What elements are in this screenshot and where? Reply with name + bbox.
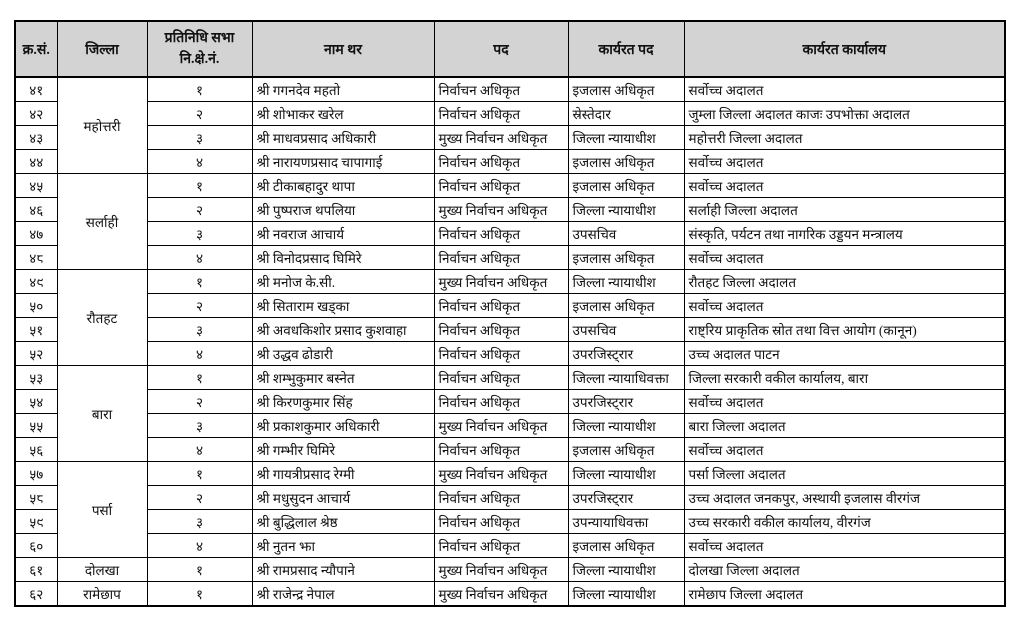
serial-number-cell: ४७: [15, 222, 57, 246]
name-cell: श्री मधुसुदन आचार्य: [252, 486, 434, 510]
working-office-cell: रौतहट जिल्ला अदालत: [684, 270, 1005, 294]
working-office-cell: सर्वोच्च अदालत: [684, 294, 1005, 318]
constituency-cell: १: [147, 558, 252, 582]
name-cell: श्री गायत्रीप्रसाद रेग्मी: [252, 462, 434, 486]
serial-number-cell: ५८: [15, 486, 57, 510]
working-position-cell: उपरजिस्ट्रार: [568, 390, 684, 414]
serial-number-cell: ५१: [15, 318, 57, 342]
working-office-cell: जिल्ला सरकारी वकील कार्यालय, बारा: [684, 366, 1005, 390]
position-cell: निर्वाचन अधिकृत: [434, 174, 568, 198]
name-cell: श्री टीकाबहादुर थापा: [252, 174, 434, 198]
name-cell: श्री अवधकिशोर प्रसाद कुशवाहा: [252, 318, 434, 342]
table-row: [15, 534, 1005, 558]
working-office-cell: उच्च अदालत जनकपुर, अस्थायी इजलास वीरगंज: [684, 486, 1005, 510]
table-row: [15, 77, 1005, 102]
name-cell: श्री रामप्रसाद न्यौपाने: [252, 558, 434, 582]
working-position-cell: जिल्ला न्यायाधीश: [568, 462, 684, 486]
header-working-office: कार्यरत कार्यालय: [684, 21, 1005, 77]
working-position-cell: इजलास अधिकृत: [568, 294, 684, 318]
working-position-cell: इजलास अधिकृत: [568, 174, 684, 198]
working-position-cell: उपरजिस्ट्रार: [568, 486, 684, 510]
position-cell: निर्वाचन अधिकृत: [434, 294, 568, 318]
constituency-cell: ३: [147, 126, 252, 150]
serial-number-cell: ५०: [15, 294, 57, 318]
table-row: [15, 342, 1005, 366]
working-position-cell: जिल्ला न्यायाधिवक्ता: [568, 366, 684, 390]
constituency-cell: ३: [147, 318, 252, 342]
constituency-cell: ३: [147, 510, 252, 534]
name-cell: श्री राजेन्द्र नेपाल: [252, 582, 434, 607]
district-cell: महोत्तरी: [57, 77, 147, 174]
position-cell: मुख्य निर्वाचन अधिकृत: [434, 462, 568, 486]
working-office-cell: महोत्तरी जिल्ला अदालत: [684, 126, 1005, 150]
constituency-cell: ३: [147, 222, 252, 246]
name-cell: श्री माधवप्रसाद अधिकारी: [252, 126, 434, 150]
working-office-cell: सर्वोच्च अदालत: [684, 77, 1005, 102]
name-cell: श्री विनोदप्रसाद घिमिरे: [252, 246, 434, 270]
constituency-cell: ३: [147, 414, 252, 438]
position-cell: मुख्य निर्वाचन अधिकृत: [434, 198, 568, 222]
table-body: [15, 77, 1005, 606]
serial-number-cell: ६२: [15, 582, 57, 607]
working-office-cell: सर्लाही जिल्ला अदालत: [684, 198, 1005, 222]
table-row: [15, 366, 1005, 390]
name-cell: श्री नुतन झा: [252, 534, 434, 558]
working-office-cell: सर्वोच्च अदालत: [684, 174, 1005, 198]
position-cell: निर्वाचन अधिकृत: [434, 390, 568, 414]
position-cell: निर्वाचन अधिकृत: [434, 222, 568, 246]
table-row: [15, 318, 1005, 342]
working-office-cell: संस्कृति, पर्यटन तथा नागरिक उड्डयन मन्त्रालय: [684, 222, 1005, 246]
position-cell: निर्वाचन अधिकृत: [434, 342, 568, 366]
position-cell: निर्वाचन अधिकृत: [434, 150, 568, 174]
position-cell: निर्वाचन अधिकृत: [434, 318, 568, 342]
table-row: [15, 246, 1005, 270]
table-row: [15, 294, 1005, 318]
header-constituency-line2: नि.क्षे.नं.: [179, 52, 220, 67]
table-row: [15, 150, 1005, 174]
working-position-cell: इजलास अधिकृत: [568, 77, 684, 102]
table-row: [15, 390, 1005, 414]
working-office-cell: सर्वोच्च अदालत: [684, 438, 1005, 462]
serial-number-cell: ५५: [15, 414, 57, 438]
table-row: [15, 126, 1005, 150]
working-position-cell: इजलास अधिकृत: [568, 534, 684, 558]
working-office-cell: बारा जिल्ला अदालत: [684, 414, 1005, 438]
constituency-cell: १: [147, 174, 252, 198]
name-cell: श्री शोभाकर खरेल: [252, 102, 434, 126]
constituency-cell: २: [147, 102, 252, 126]
header-position: पद: [434, 21, 568, 77]
working-position-cell: उपसचिव: [568, 318, 684, 342]
working-position-cell: इजलास अधिकृत: [568, 150, 684, 174]
header-district: जिल्ला: [57, 21, 147, 77]
constituency-cell: २: [147, 390, 252, 414]
position-cell: निर्वाचन अधिकृत: [434, 534, 568, 558]
officials-roster-table: [14, 20, 1006, 607]
working-position-cell: जिल्ला न्यायाधीश: [568, 582, 684, 607]
district-cell: बारा: [57, 366, 147, 462]
serial-number-cell: ४१: [15, 77, 57, 102]
working-position-cell: जिल्ला न्यायाधीश: [568, 558, 684, 582]
serial-number-cell: ४४: [15, 150, 57, 174]
position-cell: निर्वाचन अधिकृत: [434, 246, 568, 270]
working-position-cell: इजलास अधिकृत: [568, 246, 684, 270]
name-cell: श्री गगनदेव महतो: [252, 77, 434, 102]
header-name: नाम थर: [252, 21, 434, 77]
name-cell: श्री उद्धव ढोडारी: [252, 342, 434, 366]
table-row: [15, 102, 1005, 126]
table-row: [15, 414, 1005, 438]
header-row: [15, 21, 1005, 77]
working-position-cell: जिल्ला न्यायाधीश: [568, 198, 684, 222]
working-office-cell: उच्च सरकारी वकील कार्यालय, वीरगंज: [684, 510, 1005, 534]
position-cell: निर्वाचन अधिकृत: [434, 486, 568, 510]
position-cell: निर्वाचन अधिकृत: [434, 366, 568, 390]
name-cell: श्री सिताराम खड्का: [252, 294, 434, 318]
name-cell: श्री नवराज आचार्य: [252, 222, 434, 246]
constituency-cell: २: [147, 198, 252, 222]
header-working-position: कार्यरत पद: [568, 21, 684, 77]
constituency-cell: १: [147, 270, 252, 294]
constituency-cell: १: [147, 77, 252, 102]
table-row: [15, 462, 1005, 486]
constituency-cell: १: [147, 462, 252, 486]
constituency-cell: ४: [147, 342, 252, 366]
district-cell: पर्सा: [57, 462, 147, 558]
serial-number-cell: ५३: [15, 366, 57, 390]
constituency-cell: ४: [147, 246, 252, 270]
table-row: [15, 222, 1005, 246]
working-position-cell: स्रेस्तेदार: [568, 102, 684, 126]
header-serial-number: क्र.सं.: [15, 21, 57, 77]
working-position-cell: जिल्ला न्यायाधीश: [568, 270, 684, 294]
table-header: [15, 21, 1005, 77]
working-position-cell: इजलास अधिकृत: [568, 438, 684, 462]
serial-number-cell: ४२: [15, 102, 57, 126]
constituency-cell: १: [147, 582, 252, 607]
working-office-cell: सर्वोच्च अदालत: [684, 390, 1005, 414]
working-office-cell: पर्सा जिल्ला अदालत: [684, 462, 1005, 486]
working-position-cell: उपरजिस्ट्रार: [568, 342, 684, 366]
working-office-cell: दोलखा जिल्ला अदालत: [684, 558, 1005, 582]
working-office-cell: सर्वोच्च अदालत: [684, 534, 1005, 558]
constituency-cell: ४: [147, 150, 252, 174]
serial-number-cell: ५४: [15, 390, 57, 414]
table-row: [15, 198, 1005, 222]
table-row: [15, 510, 1005, 534]
table-row: [15, 174, 1005, 198]
serial-number-cell: ४६: [15, 198, 57, 222]
position-cell: निर्वाचन अधिकृत: [434, 102, 568, 126]
working-office-cell: राष्ट्रिय प्राकृतिक स्रोत तथा वित्त आयोग (कानून): [684, 318, 1005, 342]
working-office-cell: जुम्ला जिल्ला अदालत काजः उपभोक्ता अदालत: [684, 102, 1005, 126]
table-row: [15, 558, 1005, 582]
working-position-cell: जिल्ला न्यायाधीश: [568, 126, 684, 150]
working-office-cell: सर्वोच्च अदालत: [684, 150, 1005, 174]
name-cell: श्री मनोज के.सी.: [252, 270, 434, 294]
working-office-cell: रामेछाप जिल्ला अदालत: [684, 582, 1005, 607]
constituency-cell: १: [147, 366, 252, 390]
position-cell: मुख्य निर्वाचन अधिकृत: [434, 558, 568, 582]
position-cell: मुख्य निर्वाचन अधिकृत: [434, 270, 568, 294]
working-position-cell: उपन्यायाधिवक्ता: [568, 510, 684, 534]
position-cell: मुख्य निर्वाचन अधिकृत: [434, 126, 568, 150]
name-cell: श्री शम्भुकुमार बस्नेत: [252, 366, 434, 390]
working-office-cell: उच्च अदालत पाटन: [684, 342, 1005, 366]
serial-number-cell: ४८: [15, 246, 57, 270]
name-cell: श्री पुष्पराज थपलिया: [252, 198, 434, 222]
serial-number-cell: ६०: [15, 534, 57, 558]
district-cell: दोलखा: [57, 558, 147, 582]
header-constituency: [147, 21, 252, 77]
serial-number-cell: ४३: [15, 126, 57, 150]
working-position-cell: जिल्ला न्यायाधीश: [568, 414, 684, 438]
constituency-cell: ४: [147, 438, 252, 462]
table-row: [15, 582, 1005, 607]
district-cell: रौतहट: [57, 270, 147, 366]
district-cell: सर्लाही: [57, 174, 147, 270]
name-cell: श्री किरणकुमार सिंह: [252, 390, 434, 414]
constituency-cell: ४: [147, 534, 252, 558]
working-position-cell: उपसचिव: [568, 222, 684, 246]
name-cell: श्री गम्भीर घिमिरे: [252, 438, 434, 462]
serial-number-cell: ६१: [15, 558, 57, 582]
table-row: [15, 438, 1005, 462]
name-cell: श्री नारायणप्रसाद चापागाई: [252, 150, 434, 174]
serial-number-cell: ४५: [15, 174, 57, 198]
header-constituency-line1: प्रतिनिधि सभा: [164, 31, 235, 46]
position-cell: निर्वाचन अधिकृत: [434, 438, 568, 462]
serial-number-cell: ४९: [15, 270, 57, 294]
serial-number-cell: ५७: [15, 462, 57, 486]
table-row: [15, 270, 1005, 294]
position-cell: मुख्य निर्वाचन अधिकृत: [434, 582, 568, 607]
working-office-cell: सर्वोच्च अदालत: [684, 246, 1005, 270]
name-cell: श्री प्रकाशकुमार अधिकारी: [252, 414, 434, 438]
position-cell: मुख्य निर्वाचन अधिकृत: [434, 414, 568, 438]
position-cell: निर्वाचन अधिकृत: [434, 510, 568, 534]
serial-number-cell: ५२: [15, 342, 57, 366]
table-row: [15, 486, 1005, 510]
serial-number-cell: ५९: [15, 510, 57, 534]
district-cell: रामेछाप: [57, 582, 147, 607]
serial-number-cell: ५६: [15, 438, 57, 462]
position-cell: निर्वाचन अधिकृत: [434, 77, 568, 102]
constituency-cell: २: [147, 294, 252, 318]
name-cell: श्री बुद्धिलाल श्रेष्ठ: [252, 510, 434, 534]
constituency-cell: २: [147, 486, 252, 510]
